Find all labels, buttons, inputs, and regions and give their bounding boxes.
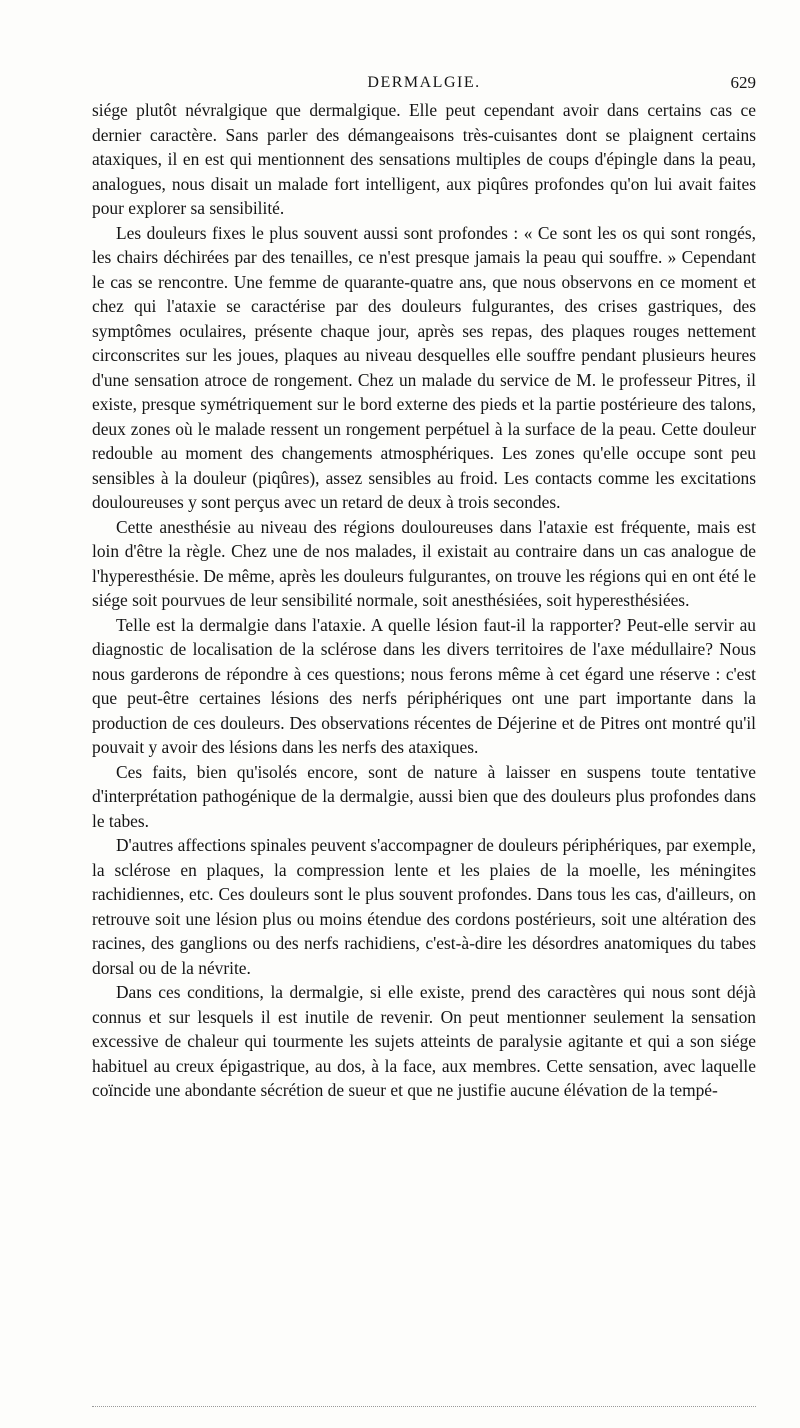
paragraph-2: Les douleurs fixes le plus souvent aussi sont profondes : « Ce sont les os qui sont rongés, les chairs déchirées par des tenailles, ce n'est presque jamais la peau qui souffre. » Cependant le cas se rencontre. Une femme de quarante-quatre ans, que nous observons en ce moment et chez qui l'ataxie se caractérise par des douleurs fulgurantes, des crises gastriques, des symptômes oculaires, présente chaque jour, après ses repas, des plaques rouges nettement circonscrites sur les joues, plaques au niveau desquelles elle souffre pendant plusieurs heures d'une sensation atroce de rongement. Chez un malade du service de M. le professeur Pitres, il existe, presque symétriquement sur le bord externe des pieds et la partie postérieure des talons, deux zones où le malade ressent un rongement perpétuel à la surface de la peau. Cette douleur redouble au moment des changements atmosphériques. Les zones qu'elle occupe sont peu sensibles à la douleur (piqûres), assez sensibles au froid. Les contacts comme les excitations douloureuses y sont perçus avec un retard de deux à trois secondes. xyxy=(92,222,756,512)
footer-bleed-through-line xyxy=(92,1406,756,1407)
paragraph-3: Cette anesthésie au niveau des régions douloureuses dans l'ataxie est fréquente, mais est loin d'être la règle. Chez une de nos malades, il existait au contraire dans un cas analogue de l'hyperesthésie. De même, après les douleurs fulgurantes, on trouve les régions qui en ont été le siége soit pourvues de leur sensibilité normale, soit anesthésiées, soit hyperesthésiées. xyxy=(92,516,756,610)
paragraph-5: Ces faits, bien qu'isolés encore, sont de nature à laisser en suspens toute tentative d'interprétation pathogénique de la dermalgie, aussi bien que des douleurs plus profondes dans le tabes. xyxy=(92,761,756,831)
paragraph-4: Telle est la dermalgie dans l'ataxie. A quelle lésion faut-il la rapporter? Peut-elle servir au diagnostic de localisation de la sclérose dans les divers territoires de l'axe médullaire? Nous nous garderons de répondre à ces questions; nous ferons même à cet égard une réserve : c'est que peut-être certaines lésions des nerfs périphériques ont une part importante dans la production de ces douleurs. Des observations récentes de Déjerine et de Pitres ont montré qu'il pouvait y avoir des lésions dans les nerfs des ataxiques. xyxy=(92,614,756,757)
paragraph-7: Dans ces conditions, la dermalgie, si elle existe, prend des caractères qui nous sont déjà connus et sur lesquels il est inutile de revenir. On peut mentionner seulement la sensation excessive de chaleur qui tourmente les sujets atteints de paralysie agitante et qui a son siége habituel au creux épigastrique, au dos, à la face, aux membres. Cette sensation, avec laquelle coïncide une abondante sécrétion de sueur et que ne justifie aucune élévation de la tempé- xyxy=(92,982,756,1100)
paragraph-1: siége plutôt névralgique que dermalgique. Elle peut cependant avoir dans certains cas ce dernier caractère. Sans parler des démangeaisons très-cuisantes dont se plaignent certains ataxiques, il en est qui mentionnent des sensations multiples de coups d'épingle dans la peau, analogues, nous disait un malade fort intelligent, aux piqûres profondes qu'on lui avait faites pour explorer sa sensibilité. xyxy=(92,100,756,218)
page-number: 629 xyxy=(730,73,756,92)
running-title: DERMALGIE. xyxy=(367,74,481,91)
paragraph-6: D'autres affections spinales peuvent s'accompagner de douleurs périphériques, par exemple, la sclérose en plaques, la compression lente et les plaies de la moelle, les méningites rachidiennes, etc. Ces douleurs sont le plus souvent profondes. Dans tous les cas, d'ailleurs, on retrouve soit une lésion plus ou moins étendue des cordons postérieurs, soit une altération des racines, des ganglions ou des nerfs rachidiens, c'est-à-dire les désordres anatomiques du tabes dorsal ou de la névrite. xyxy=(92,835,756,978)
page-header xyxy=(92,70,756,96)
body-text xyxy=(92,98,756,1103)
